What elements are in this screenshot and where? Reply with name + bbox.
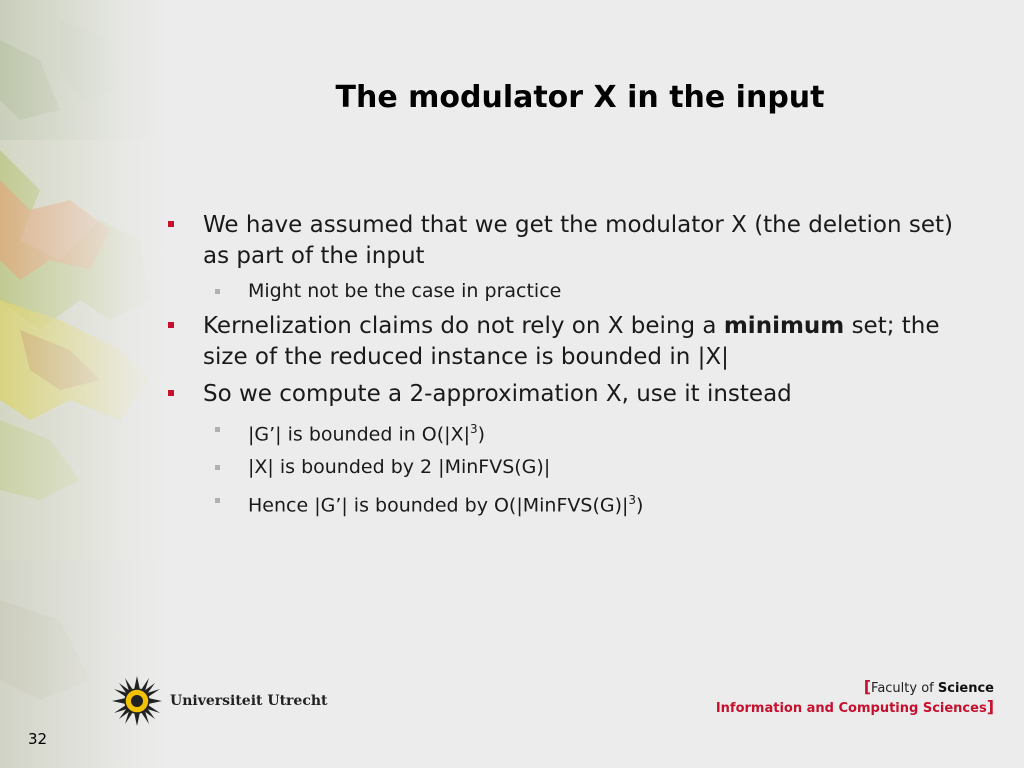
department-text: Information and Computing Sciences	[715, 701, 987, 716]
red-square-bullet-icon	[168, 322, 174, 328]
slide-title: The modulator X in the input	[335, 80, 825, 115]
red-square-bullet-icon	[168, 221, 174, 227]
gray-square-bullet-icon	[215, 465, 220, 470]
university-logo	[112, 676, 328, 726]
page-number: 32	[28, 730, 48, 748]
bullet-text-post: set; the size of the reduced instance is bounded in |X|	[203, 313, 940, 370]
bullet-item	[160, 379, 960, 410]
gray-square-bullet-icon	[215, 498, 220, 503]
decorative-side-image	[0, 0, 170, 768]
bullet-item	[160, 210, 960, 272]
sub-bullet-item	[160, 487, 960, 518]
sub-bullet-item	[160, 278, 960, 304]
superscript: 3	[628, 493, 637, 508]
bullet-text-bold: minimum	[723, 313, 845, 339]
bullet-list	[160, 210, 960, 526]
bullet-text: So we compute a 2-approximation X, use it instead	[203, 381, 792, 407]
superscript: 3	[470, 422, 478, 436]
sub-bullet-text-pre: |G’| is bounded in O(|X|	[248, 423, 470, 446]
gray-square-bullet-icon	[215, 427, 220, 432]
bracket-open: [	[863, 677, 872, 696]
sub-bullet-text: |X| is bounded by 2 |MinFVS(G)|	[248, 456, 551, 479]
sub-bullet-item	[160, 454, 960, 480]
bracket-close: ]	[986, 697, 994, 716]
sun-seal-icon	[112, 676, 162, 726]
sub-bullet-text: Might not be the case in practice	[248, 280, 562, 302]
faculty-of-text: Faculty of	[871, 681, 938, 696]
bullet-text-pre: Kernelization claims do not rely on X being a	[203, 313, 724, 339]
sub-bullet-text-post: )	[636, 494, 644, 517]
red-square-bullet-icon	[168, 390, 174, 396]
science-text: Science	[937, 681, 994, 696]
bullet-item	[160, 311, 960, 373]
faculty-label	[716, 678, 994, 718]
bullet-text: We have assumed that we get the modulator X (the deletion set) as part of the input	[203, 212, 954, 269]
university-name: Universiteit Utrecht	[170, 693, 328, 709]
sub-bullet-text-post: )	[477, 423, 486, 446]
gray-square-bullet-icon	[215, 289, 220, 294]
sub-bullet-text-pre: Hence |G’| is bounded by O(|MinFVS(G)|	[248, 494, 629, 517]
sub-bullet-item	[160, 416, 960, 447]
